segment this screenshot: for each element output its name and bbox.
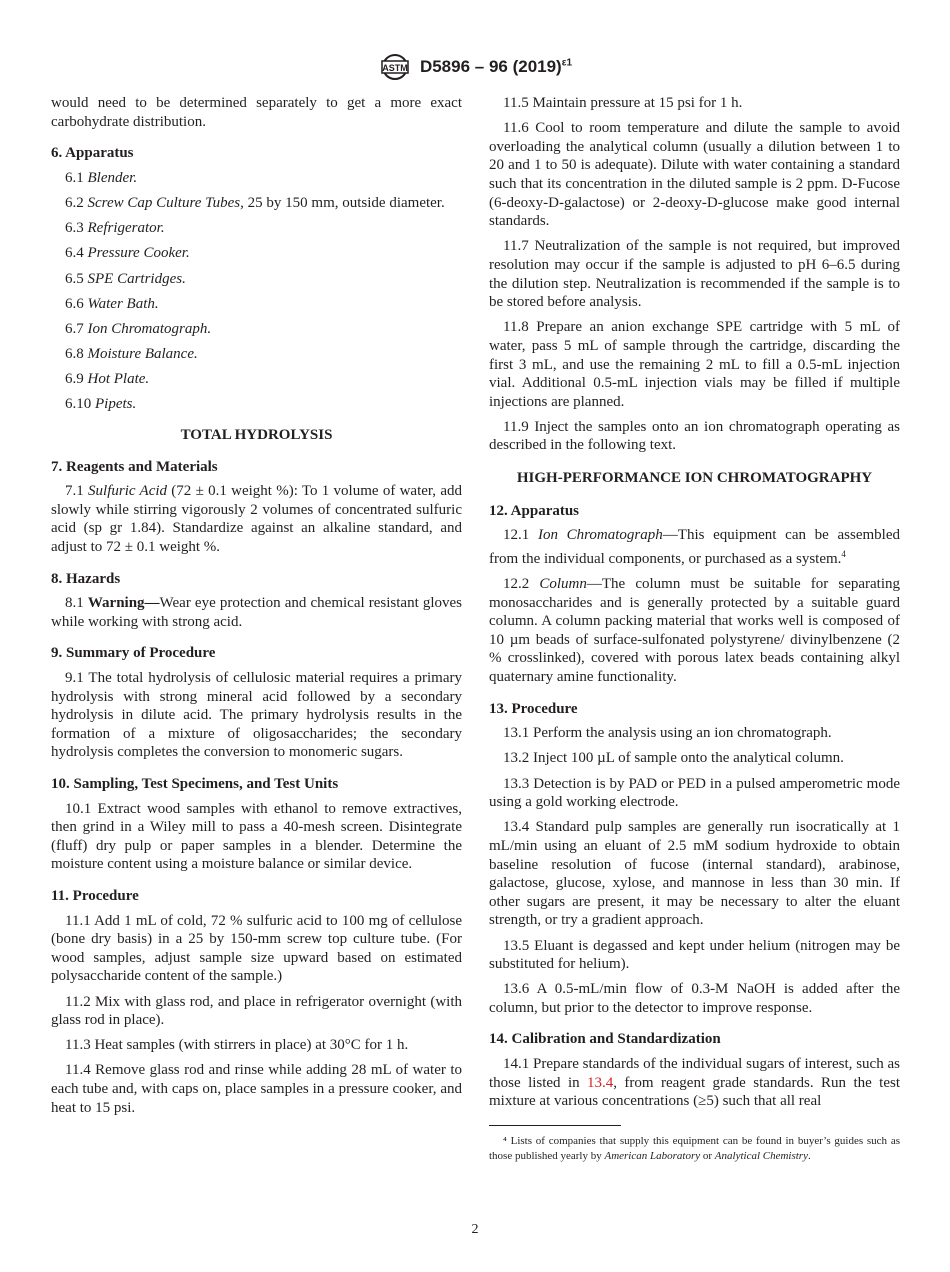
paragraph-7-1: 7.1 Sulfuric Acid (72 ± 0.1 weight %): To 1 volume of water, add slowly while stirring vigorously 2 volumes of concentrated sulfuric acid (sp gr 1.84). Standardize against an alkaline standard, and adjust to 72 ± 0.1 weight %. <box>51 483 462 556</box>
paragraph-13-1: 13.1 Perform the analysis using an ion chromatograph. <box>503 725 832 742</box>
paragraph-14-1: 14.1 Prepare standards of the individual sugars of interest, such as those listed in 13.4, from reagent grade standards. Run the test mixture at various concentrations (≥5) such that all real <box>489 1056 900 1110</box>
paragraph-11-9: 11.9 Inject the samples onto an ion chromatograph operating as described in the following text. <box>489 418 900 454</box>
paragraph-11-1: 11.1 Add 1 mL of cold, 72 % sulfuric acid to 100 mg of cellulose (bone dry basis) in a 25 by 150-mm screw top culture tube. (For wood samples, adjust sample size upward based on estimated polysaccharide content of the sample.) <box>51 912 462 985</box>
paragraph-11-6: 11.6 Cool to room temperature and dilute the sample to avoid overloading the analytical column (usually a dilution between 1 to 20 and 1 to 50 is adequate). Dilute with water containing a standard such that its concentration in the diluted sample is 2 ppm. D-Fucose (6-deoxy-D-galactose) or 2-deoxy-D-glucose make good internal standards. <box>489 120 900 230</box>
apparatus-item: 6.5 SPE Cartridges. <box>65 270 186 287</box>
section-11-title: 11. Procedure <box>51 887 139 904</box>
paragraph-11-3: 11.3 Heat samples (with stirrers in place) at 30°C for 1 h. <box>65 1037 409 1054</box>
footnote-4: ⁴ Lists of companies that supply this equipment can be found in buyer’s guides such as those published yearly by American Laboratory or Analytical Chemistry. <box>489 1134 900 1162</box>
paragraph-8-1: 8.1 Warning—Wear eye protection and chemical resistant gloves while working with strong acid. <box>51 595 462 630</box>
paragraph-9-1: 9.1 The total hydrolysis of cellulosic material requires a primary hydrolysis with strong mineral acid followed by a secondary hydrolysis in dilute acid. The primary hydrolysis results in the formation of a mixture of oligosaccharides; the secondary hydrolysis completes the conversion to monomeric sugars. <box>51 670 462 761</box>
paragraph-13-3: 13.3 Detection is by PAD or PED in a pulsed amperometric mode using a gold working electrode. <box>489 775 900 811</box>
paragraph-11-2: 11.2 Mix with glass rod, and place in refrigerator overnight (with glass rod in place). <box>51 993 462 1029</box>
svg-text:ASTM: ASTM <box>382 63 408 73</box>
section-14-title: 14. Calibration and Standardization <box>489 1031 721 1048</box>
paragraph-13-4: 13.4 Standard pulp samples are generally run isocratically at 1 mL/min using an eluant of 2.5 mM sodium hydroxide to obtain baseline resolution of fucose (internal standard), arabinose, galactose, glucose, xylose, and mannose in less than 30 min. If other sugars are present, it may be necessary to alter the eluant strength, or try a gradient approach. <box>489 819 900 929</box>
apparatus-list <box>51 169 462 414</box>
left-column <box>51 94 462 1124</box>
apparatus-item: 6.8 Moisture Balance. <box>65 346 198 363</box>
apparatus-item: 6.10 Pipets. <box>65 396 137 413</box>
astm-logo-icon <box>378 52 412 82</box>
paragraph-12-2: 12.2 Column—The column must be suitable for separating monosaccharides and is generally protected by a suitable guard column. A column packing material that works well is composed of 10 µm beads of surface-sulfonated polystyrene/ divinylbenzene (2 % crosslinked), covered with porous latex beads containing alkyl quaternary amine functionality. <box>489 576 901 685</box>
paragraph-13-2: 13.2 Inject 100 µL of sample onto the analytical column. <box>503 750 844 767</box>
major-heading-hpic: HIGH-PERFORMANCE ION CHROMATOGRAPHY <box>516 470 873 487</box>
major-heading-total-hydrolysis: TOTAL HYDROLYSIS <box>180 427 333 444</box>
apparatus-item: 6.2 Screw Cap Culture Tubes, 25 by 150 mm, outside diameter. <box>65 194 445 211</box>
apparatus-item: 6.9 Hot Plate. <box>65 371 150 388</box>
apparatus-item: 6.6 Water Bath. <box>65 295 159 312</box>
apparatus-item: 6.1 Blender. <box>65 169 138 186</box>
apparatus-item: 6.4 Pressure Cooker. <box>65 245 190 262</box>
continued-paragraph: would need to be determined separately to get a more exact carbohydrate distribution. <box>51 95 462 130</box>
paragraph-10-1: 10.1 Extract wood samples with ethanol to remove extractives, then grind in a Wiley mill to pass a 40-mesh screen. Disintegrate (fluff) dry pulp or paper samples in a blender. Determine the moisture content using a moisture balance or similar device. <box>51 800 462 873</box>
section-8-title: 8. Hazards <box>51 570 121 587</box>
section-6-title: 6. Apparatus <box>51 145 134 162</box>
section-12-title: 12. Apparatus <box>489 502 580 519</box>
paragraph-12-1: 12.1 Ion Chromatograph—This equipment can be assembled from the individual components, or purchased as a system.$^4$ <box>489 527 901 567</box>
section-10-title: 10. Sampling, Test Specimens, and Test Units <box>51 775 339 792</box>
page-number: 2 <box>471 1222 479 1237</box>
footnote-ref: 4 <box>841 548 846 559</box>
right-column <box>489 94 900 1164</box>
standard-designation: D5896 – 96 $(2019)^{\varepsilon 1}$ <box>419 57 573 76</box>
apparatus-item: 6.3 Refrigerator. <box>65 220 165 237</box>
paragraph-13-6: 13.6 A 0.5-mL/min flow of 0.3-M NaOH is added after the column, but prior to the detector to improve response. <box>489 981 900 1016</box>
section-13-title: 13. Procedure <box>489 700 578 717</box>
page-header <box>0 52 950 86</box>
section-13-4-link[interactable]: 13.4 <box>587 1074 614 1091</box>
section-9-title: 9. Summary of Procedure <box>51 645 216 662</box>
paragraph-11-4: 11.4 Remove glass rod and rinse while adding 28 mL of water to each tube and, with caps on, place samples in a pressure cooker, and heat to 15 psi. <box>51 1062 462 1116</box>
section-7-title: 7. Reagents and Materials <box>51 458 218 475</box>
paragraph-11-5: 11.5 Maintain pressure at 15 psi for 1 h. <box>503 95 743 111</box>
apparatus-item: 6.7 Ion Chromatograph. <box>65 320 212 337</box>
paragraph-11-8: 11.8 Prepare an anion exchange SPE cartridge with 5 mL of water, pass 5 mL of sample through the cartridge, discarding the first 3 mL, and use the remaining 2 mL to fill a 0.5-mL injection vial. Additional 0.5-mL injection vials may be filled if multiple injections are planned. <box>489 319 900 410</box>
paragraph-11-7: 11.7 Neutralization of the sample is not required, but improved resolution may occur if the sample is adjusted to pH 6–6.5 during the dilution step. Neutralization is recommended if the sample is to be stored before analysis. <box>489 238 900 311</box>
paragraph-13-5: 13.5 Eluant is degassed and kept under helium (nitrogen may be substituted for helium). <box>489 937 900 973</box>
footnote-divider <box>489 1125 621 1126</box>
